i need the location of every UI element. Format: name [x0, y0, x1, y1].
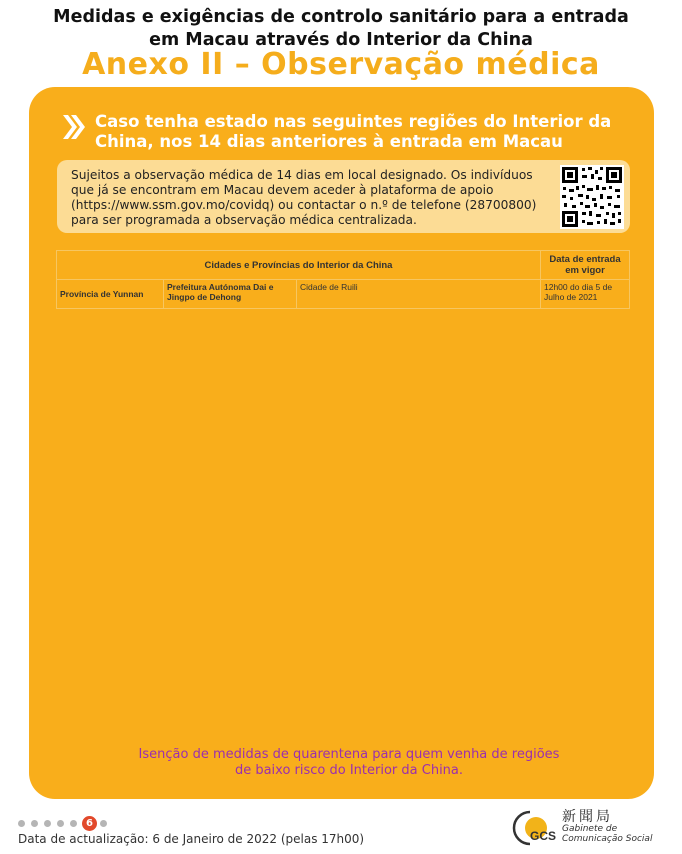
logo-initials: GCS: [530, 829, 557, 843]
title-line-1: Medidas e exigências de controlo sanitário para a entrada: [53, 7, 629, 27]
current-page-indicator[interactable]: 6: [82, 816, 97, 831]
page-title: [0, 6, 682, 52]
table-row: [57, 280, 630, 309]
logo-pt-line-1: Gabinete de: [562, 824, 618, 834]
update-date: Data de actualização: 6 de Janeiro de 2022 (pelas 17h00): [18, 832, 365, 846]
cell-city: Cidade de Ruili: [297, 280, 541, 309]
notice-text: Sujeitos a observação médica de 14 dias em local designado. Os indivíduos que já se encontram em Macau devem aceder à plataforma de apoio (https://www.ssm.gov.mo/covidq) ou contactar o n.º de telefone (28700800) para ser programada a observação médica centralizada.: [71, 168, 537, 227]
cell-province: Província de Yunnan: [57, 280, 164, 309]
observation-notice: [57, 160, 630, 233]
content-panel: [29, 87, 654, 799]
table-header-row: [57, 251, 630, 280]
heading-line-2: China, nos 14 dias anteriores à entrada em Macau: [95, 132, 563, 151]
logo-portuguese-name: [562, 824, 652, 844]
cell-prefecture: Prefeitura Autónoma Dai e Jingpo de Dehong: [164, 280, 297, 309]
title-line-2: em Macau através do Interior da China: [149, 30, 533, 50]
page-dot[interactable]: [70, 820, 77, 827]
page-dot[interactable]: [18, 820, 25, 827]
page-dot[interactable]: [57, 820, 64, 827]
regions-table: [56, 250, 630, 309]
exemption-line-1: Isenção de medidas de quarentena para quem venha de regiões: [138, 747, 560, 762]
logo-chinese-name: 新聞局: [562, 809, 613, 825]
exemption-note: [109, 747, 589, 779]
gcs-logo-mark: [500, 806, 560, 850]
page-dot[interactable]: [44, 820, 51, 827]
logo-pt-line-2: Comunicação Social: [562, 834, 653, 844]
cell-date: 12h00 do dia 5 de Julho de 2021: [541, 280, 630, 309]
qr-code[interactable]: [560, 165, 624, 229]
page-dot[interactable]: [100, 820, 107, 827]
column-header-regions: Cidades e Províncias do Interior da China: [57, 251, 541, 280]
exemption-line-2: de baixo risco do Interior da China.: [234, 763, 464, 778]
gcs-logo: [500, 806, 670, 850]
page-dot[interactable]: [31, 820, 38, 827]
double-chevron-right-icon: [60, 113, 88, 141]
heading-line-1: Caso tenha estado nas seguintes regiões do Interior da: [95, 112, 612, 131]
column-header-date: Data de entrada em vigor: [541, 251, 630, 280]
section-heading: [95, 112, 635, 152]
annex-title: Anexo II – Observação médica: [82, 47, 600, 82]
